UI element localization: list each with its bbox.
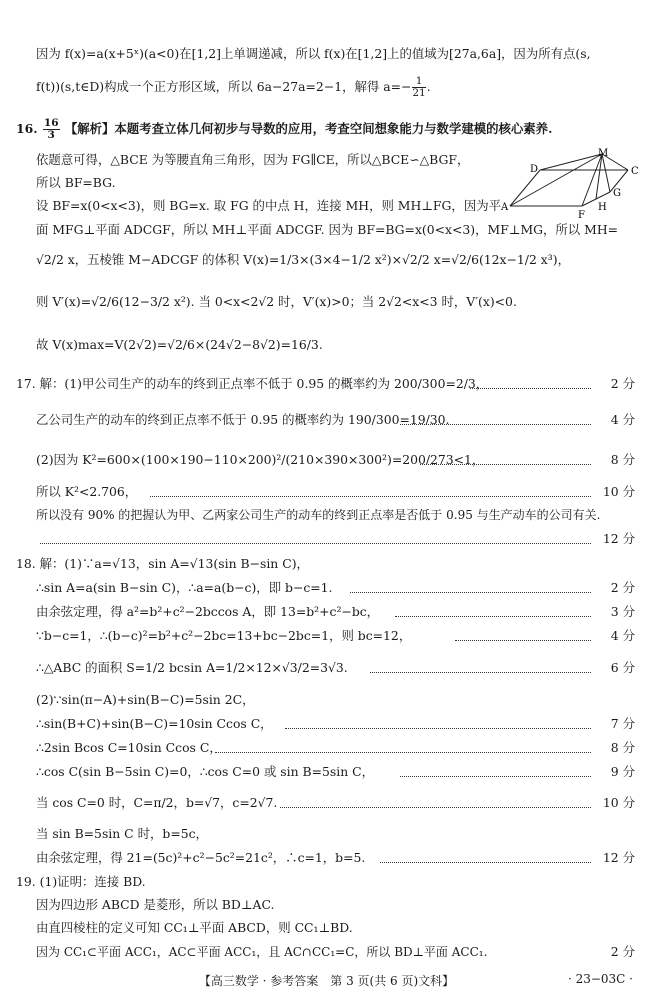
dot-leader bbox=[280, 807, 591, 808]
dot-leader bbox=[285, 728, 591, 729]
score: 9 分 bbox=[610, 764, 635, 779]
dot-leader bbox=[215, 752, 591, 753]
text-line: 由余弦定理，得 21=(5c)²+c²−5c²=21c²，∴c=1，b=5. bbox=[36, 850, 366, 865]
text-line: (2)因为 K²=600×(100×190−110×200)²/(210×390×300²)=200/273<1， bbox=[36, 452, 485, 467]
text-line: ∴sin(B+C)+sin(B−C)=10sin Ccos C， bbox=[36, 716, 273, 731]
score: 3 分 bbox=[610, 604, 635, 619]
dot-leader bbox=[400, 776, 591, 777]
text-line: 当 cos C=0 时，C=π/2，b=√7，c=2√7. bbox=[36, 795, 278, 810]
label-H: H bbox=[598, 202, 607, 213]
q16-header: 16. $\frac{16}{3}$ 【解析】本题考查立体几何初步与导数的应用，考查空间想象能力与数学建模的核心素养. bbox=[16, 117, 553, 141]
text-line: 由直四棱柱的定义可知 CC₁⊥平面 ABCD，则 CC₁⊥BD. bbox=[36, 920, 353, 935]
score: 10 分 bbox=[602, 484, 635, 499]
text-line: 当 sin B=5sin C 时，b=5c， bbox=[36, 826, 208, 841]
label-C: C bbox=[631, 166, 639, 177]
dot-leader bbox=[40, 543, 591, 544]
score: 12 分 bbox=[602, 531, 635, 546]
text-line: 由余弦定理，得 a²=b²+c²−2bccos A，即 13=b²+c²−bc， bbox=[36, 604, 380, 619]
score: 4 分 bbox=[610, 628, 635, 643]
text-line: 因为 f(x)=a(x+5ˣ)(a<0)在[1,2]上单调递减，所以 f(x)在[1,2]上的值域为[27a,6a]，因为所有点(s, bbox=[36, 46, 591, 61]
page-footer: 【高三数学 · 参考答案 第 3 页(共 6 页)文科】 bbox=[198, 974, 455, 988]
text-line: 故 V(x)max=V(2√2)=√2/6×(24√2−8√2)=16/3. bbox=[36, 337, 323, 352]
text-line: 面 MFG⊥平面 ADCGF，所以 MH⊥平面 ADCGF. 因为 BF=BG=x(0<x<3)，MF⊥MG，所以 MH= bbox=[36, 222, 619, 237]
text-line: ∴2sin Bcos C=10sin Ccos C， bbox=[36, 740, 222, 755]
score: 7 分 bbox=[610, 716, 635, 731]
pyramid-figure bbox=[500, 148, 645, 220]
text-line: ∵b−c=1，∴(b−c)²=b²+c²−2bc=13+bc−2bc=1，则 bc=12， bbox=[36, 628, 412, 643]
text-line: 18. 解：(1)∵a=√13，sin A=√13(sin B−sin C)， bbox=[16, 556, 309, 571]
text-line: 依题意可得，△BCE 为等腰直角三角形，因为 FG∥CE，所以△BCE∽△BGF， bbox=[36, 152, 470, 167]
dot-leader bbox=[395, 616, 591, 617]
score: 8 分 bbox=[610, 452, 635, 467]
text-line: (2)∵sin(π−A)+sin(B−C)=5sin 2C， bbox=[36, 692, 255, 707]
text-line: √2/2 x，五棱锥 M−ADCGF 的体积 V(x)=1/3×(3×4−1/2 x²)×√2/2 x=√2/6(12x−1/2 x³)， bbox=[36, 252, 570, 267]
dot-leader bbox=[455, 640, 591, 641]
label-F: F bbox=[578, 210, 585, 220]
text-line: 乙公司生产的动车的终到正点率不低于 0.95 的概率约为 190/300=19/30. bbox=[36, 412, 450, 427]
text-line: 17. 解：(1)甲公司生产的动车的终到正点率不低于 0.95 的概率约为 200/300=2/3， bbox=[16, 376, 489, 391]
text-line: 因为 CC₁⊂平面 ACC₁，AC⊂平面 ACC₁，且 AC∩CC₁=C，所以 BD⊥平面 ACC₁. bbox=[36, 945, 488, 959]
dot-leader bbox=[370, 672, 591, 673]
label-M: M bbox=[598, 148, 609, 159]
footer-code: · 23−03C · bbox=[567, 972, 633, 986]
score: 12 分 bbox=[602, 850, 635, 865]
score: 2 分 bbox=[610, 376, 635, 391]
score: 2 分 bbox=[610, 580, 635, 595]
text-line: 19. (1)证明：连接 BD. bbox=[16, 874, 146, 889]
dot-leader bbox=[400, 424, 591, 425]
text-line: ∴cos C(sin B−5sin C)=0，∴cos C=0 或 sin B=5sin C， bbox=[36, 764, 375, 779]
text-line: 设 BF=x(0<x<3)，则 BG=x. 取 FG 的中点 H，连接 MH，则 MH⊥FG，因为平 bbox=[36, 198, 501, 213]
dot-leader bbox=[150, 496, 591, 497]
score: 6 分 bbox=[610, 660, 635, 675]
text-line: f(t))(s,t∈D)构成一个正方形区域，所以 6a−27a=2−1，解得 a=− $\frac{1}{21}$ . bbox=[36, 75, 431, 99]
dot-leader bbox=[420, 464, 591, 465]
text-line: 所以 K²<2.706， bbox=[36, 484, 138, 499]
text-line: ∴△ABC 的面积 S=1/2 bcsin A=1/2×12×√3/2=3√3. bbox=[36, 660, 348, 675]
score: 8 分 bbox=[610, 740, 635, 755]
dot-leader bbox=[350, 592, 591, 593]
label-A: A bbox=[501, 202, 509, 213]
score: 2 分 bbox=[610, 944, 635, 959]
text-line: ∴sin A=a(sin B−sin C)，∴a=a(b−c)，即 b−c=1. bbox=[36, 580, 333, 595]
label-G: G bbox=[613, 188, 621, 199]
text-line: 所以没有 90% 的把握认为甲、乙两家公司生产的动车的终到正点率是否低于 0.95 与生产动车的公司有关. bbox=[36, 508, 601, 522]
score: 4 分 bbox=[610, 412, 635, 427]
label-D: D bbox=[530, 164, 539, 175]
dot-leader bbox=[470, 388, 591, 389]
text-line: 所以 BF=BG. bbox=[36, 175, 116, 190]
score: 10 分 bbox=[602, 795, 635, 810]
fraction: $\frac{1}{21}$ bbox=[412, 75, 426, 99]
q16-answer: $\frac{16}{3}$ bbox=[43, 117, 59, 141]
dot-leader bbox=[380, 862, 591, 863]
text-line: 则 V′(x)=√2/6(12−3/2 x²). 当 0<x<2√2 时，V′(x)>0；当 2√2<x<3 时，V′(x)<0. bbox=[36, 294, 517, 309]
text-line: 因为四边形 ABCD 是菱形，所以 BD⊥AC. bbox=[36, 897, 275, 912]
